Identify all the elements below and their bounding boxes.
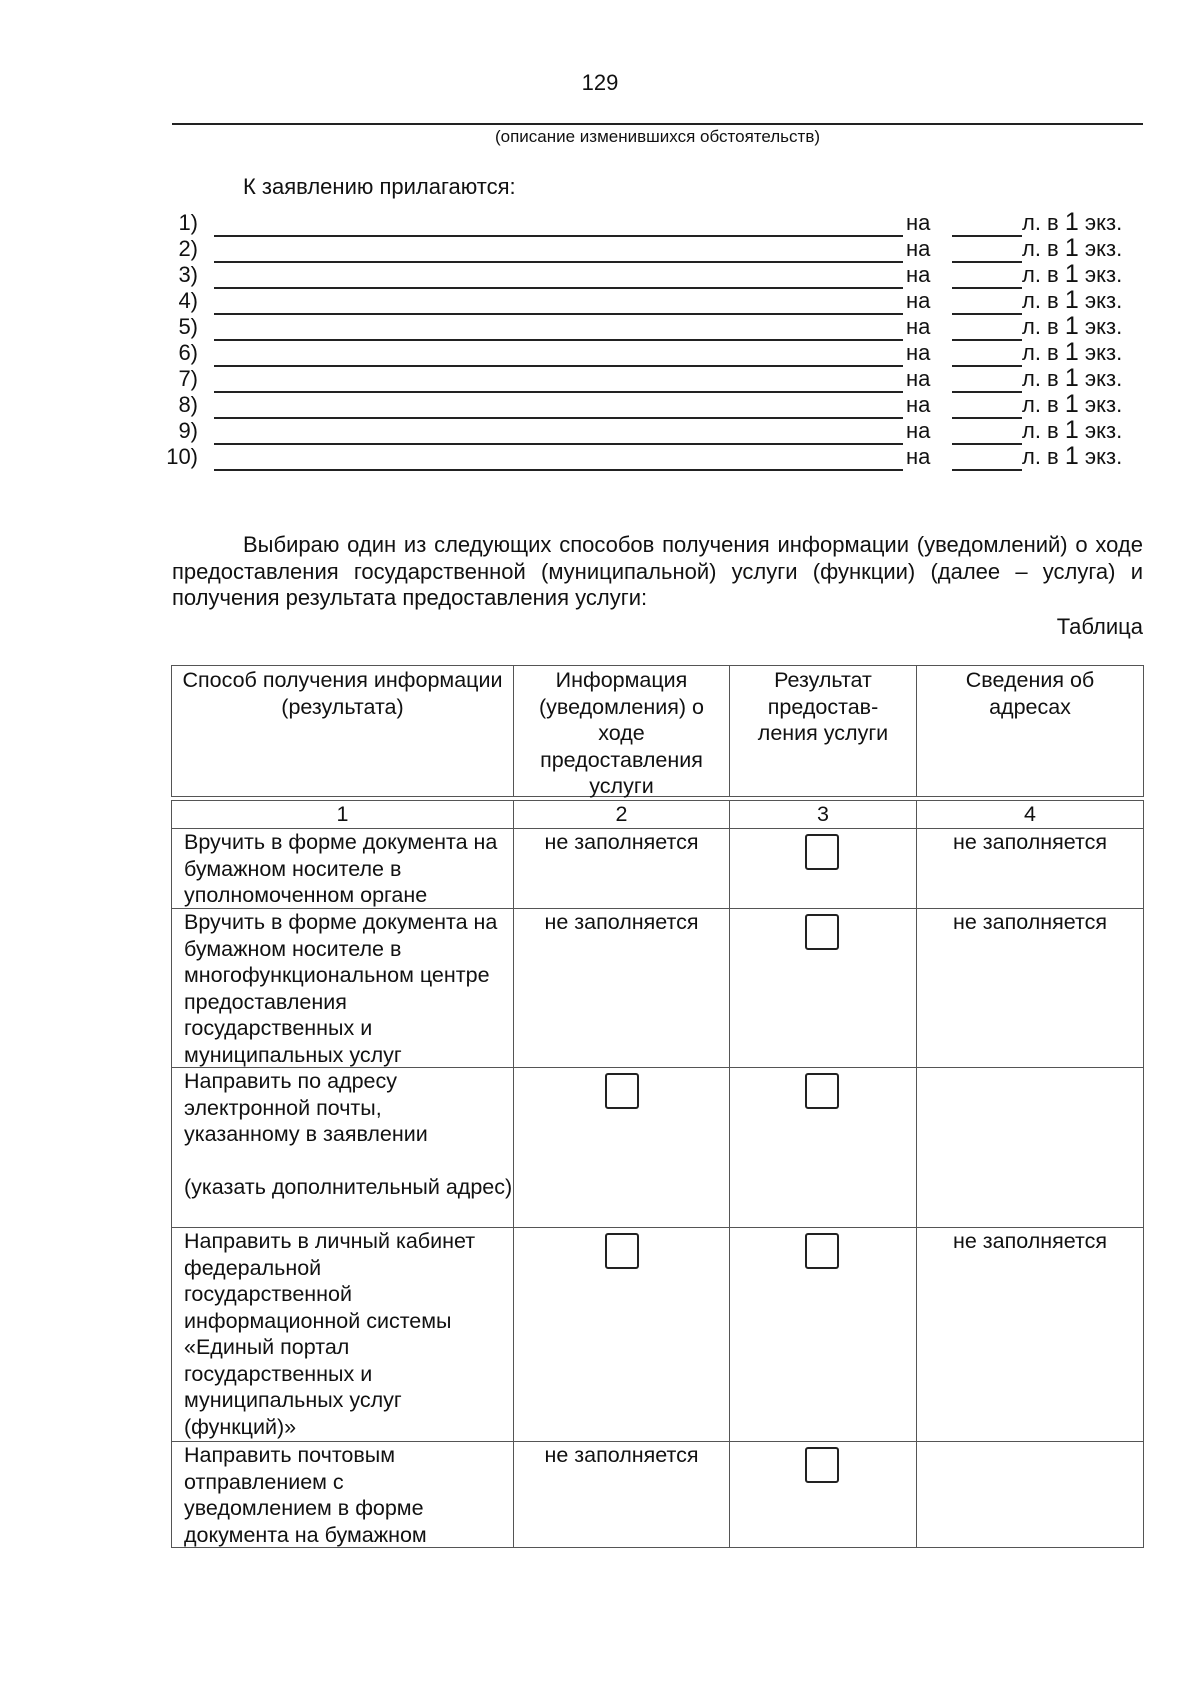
addresses-cell: не заполняется: [952, 830, 1108, 854]
column-number: 4: [1024, 802, 1036, 826]
on-label: на: [906, 366, 931, 391]
column-header-addresses: Сведения об адресах: [965, 668, 1095, 719]
column-header-info: Информация (уведомления) о ходе предоставления услуги: [539, 668, 704, 798]
table-border: [1143, 800, 1144, 1547]
attachment-number: 3): [178, 262, 198, 287]
attachment-name-field[interactable]: [214, 469, 903, 471]
info-checkbox[interactable]: [605, 1073, 639, 1109]
method-cell: Направить по адресу электронной почты, указанному в заявлении: [184, 1069, 428, 1146]
info-cell: не заполняется: [544, 910, 699, 934]
attachment-number: 6): [178, 340, 198, 365]
result-checkbox[interactable]: [805, 1233, 839, 1269]
info-checkbox[interactable]: [605, 1233, 639, 1269]
result-checkbox[interactable]: [805, 914, 839, 950]
column-header-method: Способ получения информации (результата): [182, 668, 503, 719]
copies-label: л. в 1 экз.: [1022, 312, 1123, 340]
attachment-row[interactable]: [160, 366, 1150, 394]
sheet-count-field[interactable]: [952, 469, 1022, 471]
on-label: на: [906, 444, 931, 469]
on-label: на: [906, 392, 931, 417]
column-number: 2: [615, 802, 628, 826]
page-number: 129: [581, 70, 619, 95]
table-label: Таблица: [1056, 614, 1143, 639]
description-caption: (описание изменившихся обстоятельств): [494, 127, 821, 146]
result-checkbox[interactable]: [805, 1073, 839, 1109]
method-cell: Направить почтовым отправлением с уведомлением в форме документа на бумажном: [184, 1443, 427, 1547]
copies-label: л. в 1 экз.: [1022, 234, 1123, 262]
addresses-cell: не заполняется: [952, 1229, 1108, 1253]
method-cell: Вручить в форме документа на бумажном носителе в многофункциональном центре предоставления государственных и муниципальных услуг: [184, 910, 498, 1067]
on-label: на: [906, 262, 931, 287]
on-label: на: [906, 340, 931, 365]
on-label: на: [906, 236, 931, 261]
copies-label: л. в 1 экз.: [1022, 338, 1123, 366]
attachment-number: 9): [178, 418, 198, 443]
copies-label: л. в 1 экз.: [1022, 286, 1123, 314]
attachment-number: 2): [178, 236, 198, 261]
attachment-row[interactable]: [160, 340, 1150, 368]
attachment-number: 10): [166, 444, 198, 469]
on-label: на: [906, 210, 931, 235]
result-checkbox[interactable]: [805, 834, 839, 870]
table-border: [729, 800, 730, 1547]
on-label: на: [906, 418, 931, 443]
attachment-row[interactable]: [160, 392, 1150, 420]
description-fill-line: [172, 123, 1143, 125]
method-note: (указать дополнительный адрес): [184, 1175, 513, 1199]
attachment-row[interactable]: [160, 236, 1150, 264]
column-header-result: Результат предостав-ления услуги: [757, 668, 889, 745]
copies-label: л. в 1 экз.: [1022, 208, 1123, 236]
attachments-heading: К заявлению прилагаются:: [243, 174, 516, 199]
info-cell: не заполняется: [544, 830, 699, 854]
copies-label: л. в 1 экз.: [1022, 390, 1123, 418]
result-checkbox[interactable]: [805, 1447, 839, 1483]
attachment-number: 4): [178, 288, 198, 313]
paragraph-text: Выбираю один из следующих способов получения информации (уведомлений) о ходе предоставления государственной (муниципальной) услуги (функции) (далее – услуга) и получения результата предоставления услуги:: [172, 532, 1143, 610]
on-label: на: [906, 314, 931, 339]
table-border: [171, 665, 1144, 666]
attachment-row[interactable]: [160, 210, 1150, 238]
attachment-row[interactable]: [160, 314, 1150, 342]
attachment-number: 5): [178, 314, 198, 339]
attachment-row[interactable]: [160, 262, 1150, 290]
copies-label: л. в 1 экз.: [1022, 260, 1123, 288]
attachment-number: 8): [178, 392, 198, 417]
attachment-number: 7): [178, 366, 198, 391]
on-label: на: [906, 288, 931, 313]
copies-label: л. в 1 экз.: [1022, 416, 1123, 444]
attachment-row[interactable]: [160, 288, 1150, 316]
column-number: 1: [336, 802, 349, 826]
attachment-row[interactable]: [160, 444, 1150, 472]
method-cell: Вручить в форме документа на бумажном носителе в уполномоченном органе: [184, 830, 498, 907]
method-cell: Направить в личный кабинет федеральной государственной информационной системы «Единый портал государственных и муниципальных услуг (функций)»: [184, 1229, 476, 1439]
column-number: 3: [817, 802, 829, 826]
copies-label: л. в 1 экз.: [1022, 364, 1123, 392]
addresses-cell: не заполняется: [952, 910, 1108, 934]
method-selection-paragraph: [172, 532, 1143, 612]
attachment-number: 1): [178, 210, 198, 235]
info-cell: не заполняется: [544, 1443, 699, 1467]
copies-label: л. в 1 экз.: [1022, 442, 1123, 470]
table-border: [1143, 665, 1144, 796]
attachment-row[interactable]: [160, 418, 1150, 446]
